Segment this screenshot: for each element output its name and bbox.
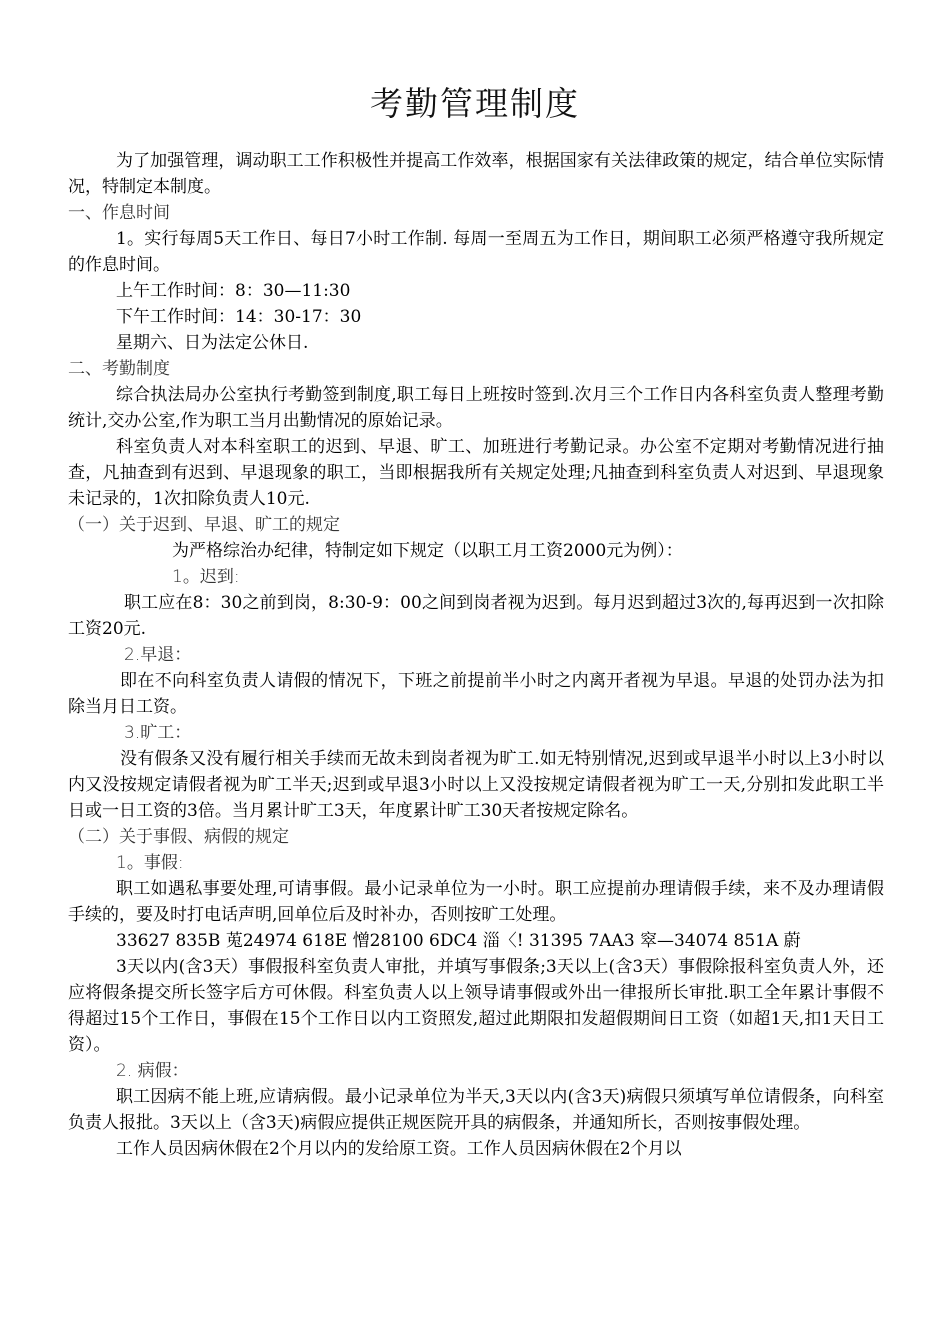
paragraph-leave-approval: 3天以内(含3天）事假报科室负责人审批，并填写事假条;3天以上(含3天）事假除报科室负责人外，还应将假条提交所长签字后方可休假。科室负责人以上领导请事假或外出一律报所长审批.职工全年累计事假不得超过15个工作日，事假在15个工作日以内工资照发,超过此期限扣发超假期间日工资（如超1天,扣1天日工资）。 xyxy=(68,957,884,1055)
document-body xyxy=(68,148,884,1162)
item-heading-late: 1。迟到: xyxy=(172,567,240,587)
morning-hours: 上午工作时间：8：30—11:30 xyxy=(116,281,351,301)
paragraph-sick-pay: 工作人员因病休假在2个月以内的发给原工资。工作人员因病休假在2个月以 xyxy=(116,1139,682,1159)
afternoon-hours: 下午工作时间：14：30-17：30 xyxy=(116,307,362,327)
paragraph-discipline: 为严格综治办纪律，特制定如下规定（以职工月工资2000元为例）： xyxy=(172,541,683,561)
paragraph-early-leave: 即在不向科室负责人请假的情况下，下班之前提前半小时之内离开者视为早退。早退的处罚办法为扣除当月日工资。 xyxy=(68,671,884,717)
paragraph-late: 职工应在8：30之前到岗，8:30-9：00之间到岗者视为迟到。每月迟到超过3次的,每再迟到一次扣除工资20元. xyxy=(68,593,884,639)
item-heading-absence: 3.旷工： xyxy=(124,723,192,743)
section-heading-work-hours: 一、作息时间 xyxy=(68,203,170,223)
item-heading-early-leave: 2.早退： xyxy=(124,645,192,665)
weekend-note: 星期六、日为法定公休日. xyxy=(116,333,309,353)
paragraph-work-schedule: 1。实行每周5天工作日、每日7小时工作制. 每周一至周五为工作日，期间职工必须严格遵守我所规定的作息时间。 xyxy=(68,229,884,275)
document-title: 考勤管理制度 xyxy=(370,84,580,123)
paragraph-sign-in: 综合执法局办公室执行考勤签到制度,职工每日上班按时签到.次月三个工作日内各科室负责人整理考勤统计,交办公室,作为职工当月出勤情况的原始记录。 xyxy=(68,385,884,431)
section-heading-attendance: 二、考勤制度 xyxy=(68,359,170,379)
paragraph-absence: 没有假条又没有履行相关手续而无故未到岗者视为旷工.如无特别情况,迟到或早退半小时以上3小时以内又没按规定请假者视为旷工半天;迟到或早退3小时以上又没按规定请假者视为旷工一天,分别扣发此职工半日或一日工资的3倍。当月累计旷工3天，年度累计旷工30天者按规定除名。 xyxy=(68,749,884,821)
intro-paragraph: 为了加强管理，调动职工工作积极性并提高工作效率，根据国家有关法律政策的规定，结合单位实际情况，特制定本制度。 xyxy=(68,151,884,197)
item-heading-sick-leave: 2. 病假： xyxy=(116,1061,189,1081)
paragraph-garbled-codes: 33627 835B 莵24974 618E 憎28100 6DC4 淄〈! 31395 7AA3 窣—34074 851A 蔚 xyxy=(116,931,801,951)
paragraph-personal-leave: 职工如遇私事要处理,可请事假。最小记录单位为一小时。职工应提前办理请假手续，来不及办理请假手续的，要及时打电话声明,回单位后及时补办，否则按旷工处理。 xyxy=(68,879,884,925)
item-heading-personal-leave: 1。事假: xyxy=(116,853,184,873)
paragraph-spot-check: 科室负责人对本科室职工的迟到、早退、旷工、加班进行考勤记录。办公室不定期对考勤情况进行抽查，凡抽查到有迟到、早退现象的职工，当即根据我所有关规定处理;凡抽查到科室负责人对迟到、早退现象未记录的，1次扣除负责人10元. xyxy=(68,437,884,509)
subsection-heading-leave: （二）关于事假、病假的规定 xyxy=(68,827,289,847)
subsection-heading-late-leave: （一）关于迟到、早退、旷工的规定 xyxy=(68,515,340,535)
paragraph-sick-leave: 职工因病不能上班,应请病假。最小记录单位为半天,3天以内(含3天)病假只须填写单位请假条，向科室负责人报批。3天以上（含3天)病假应提供正规医院开具的病假条，并通知所长，否则按事假处理。 xyxy=(68,1087,884,1133)
